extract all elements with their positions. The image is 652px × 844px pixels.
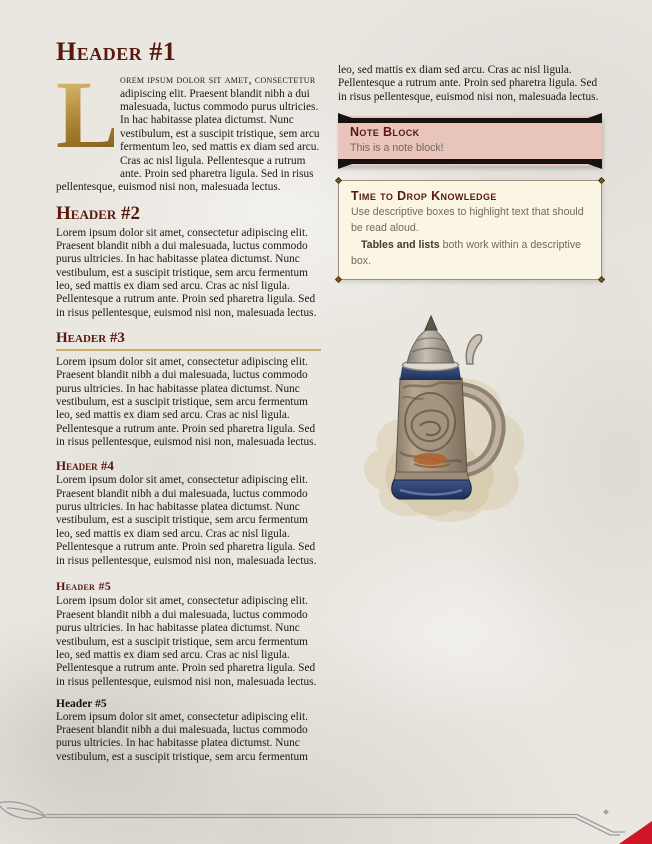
stein-lid	[407, 330, 454, 363]
stein-thumb-lever	[466, 335, 481, 364]
descriptive-box	[338, 180, 602, 279]
section-paragraph: Lorem ipsum dolor sit amet, consectetur adipiscing elit. Praesent blandit nibh a dui malesuada, luctus commodo purus ultricies. In hac habitasse platea dictumst. Nunc vestibulum, est a suscipit tristique, sem arcu fermentum leo, sed mattis ex diam sed arcu. Cras ac nisl ligula. Pellentesque a rutrum ante. Proin sed pharetra ligula. Sed in risus pellentesque, euismod nisi non, malesuada lectus.	[56, 595, 317, 688]
dropcap-paragraph	[56, 61, 321, 194]
stein-base-blue	[392, 480, 472, 499]
heading-2: Header #2	[56, 202, 141, 224]
note-block	[338, 116, 602, 166]
descriptive-box-paragraph	[351, 238, 589, 269]
stein-illustration	[350, 310, 560, 530]
note-top-bar	[338, 113, 602, 123]
footer-decoration	[0, 800, 652, 844]
continuation-paragraph: leo, sed mattis ex diam sed arcu. Cras ac nisl ligula. Pellentesque a rutrum ante. Proin sed pharetra ligula. Sed in risus pellentesque, euismod nisi non, malesuada lectus.	[338, 64, 599, 103]
note-block-body: This is a note block!	[350, 142, 444, 155]
footer-square-dot	[603, 809, 609, 815]
heading-3: Header #3	[56, 331, 321, 351]
note-block-title: Note Block	[350, 125, 420, 140]
descriptive-box-title: Time to Drop Knowledge	[351, 189, 497, 204]
corner-dot-icon	[598, 177, 605, 184]
corner-dot-icon	[335, 276, 342, 283]
two-column-layout	[56, 38, 602, 769]
note-bottom-bar	[338, 159, 602, 169]
paragraph-text: both work within a descriptive box.	[351, 239, 582, 267]
heading-5: Header #5	[56, 578, 112, 593]
relief-orange-accent	[413, 453, 447, 465]
section-paragraph: Lorem ipsum dolor sit amet, consectetur adipiscing elit. Praesent blandit nibh a dui malesuada, luctus commodo purus ultricies. In hac habitasse platea dictumst. Nunc vestibulum, est a suscipit tristique, sem arcu fermentum leo, sed mattis ex diam sed arcu. Cras ac nisl ligula. Pellentesque a rutrum ante. Proin sed pharetra ligula. Sed in risus pellentesque, euismod nisi non, malesuada lectus.	[56, 355, 317, 449]
stein-base-collar	[394, 472, 469, 480]
left-column	[56, 38, 321, 769]
corner-dot-icon	[335, 177, 342, 184]
section-paragraph: Lorem ipsum dolor sit amet, consectetur adipiscing elit. Praesent blandit nibh a dui malesuada, luctus commodo purus ultricies. In hac habitasse platea dictumst. Nunc vestibulum, est a suscipit tristique, sem arcu fermentum leo, sed mattis ex diam sed arcu. Cras ac nisl ligula. Pellentesque a rutrum ante. Proin sed pharetra ligula. Sed in risus pellentesque, euismod nisi non, malesuada lectus.	[56, 474, 317, 567]
heading-4: Header #4	[56, 457, 114, 473]
lead-smallcaps-text: orem ipsum dolor sit amet, consectetur	[120, 74, 316, 87]
heading-1: Header #1	[56, 37, 177, 66]
right-column	[338, 38, 602, 769]
descriptive-box-paragraph: Use descriptive boxes to highlight text that should be read aloud.	[351, 206, 584, 234]
drop-cap-letter: L	[56, 76, 114, 180]
corner-dot-icon	[598, 276, 605, 283]
lid-finial	[425, 316, 437, 330]
paragraph-text: adipiscing elit. Praesent blandit nibh a dui malesuada, luctus commodo purus ultricies. In hac habitasse platea dictumst. Nunc vestibulum, est a suscipit tristique, sem arcu fermentum leo, sed mattis ex diam sed arcu. Cras ac nisl ligula. Pellentesque a rutrum ante. Proin sed pharetra ligula. Sed in risus pellentesque, euismod nisi non, malesuada lectus.	[56, 87, 320, 194]
bold-lead-text: Tables and lists	[361, 239, 440, 252]
heading-6-bold: Header #5	[56, 698, 107, 711]
section-paragraph: Lorem ipsum dolor sit amet, consectetur adipiscing elit. Praesent blandit nibh a dui malesuada, luctus commodo purus ultricies. In hac habitasse platea dictumst. Nunc vestibulum, est a suscipit tristique, sem arcu fermentum leo, sed mattis ex diam sed arcu. Cras ac nisl ligula. Pellentesque a rutrum ante. Proin sed pharetra ligula. Sed in risus pellentesque, euismod nisi non, malesuada lectus.	[56, 226, 317, 319]
section-paragraph-truncated: Lorem ipsum dolor sit amet, consectetur adipiscing elit. Praesent blandit nibh a dui malesuada, luctus commodo purus ultricies. In hac habitasse platea dictumst. Nunc vestibulum, est a suscipit tristique, sem arcu fermentum	[56, 710, 308, 763]
beer-stein-image	[350, 310, 560, 530]
footer-scroll-line	[46, 818, 620, 836]
